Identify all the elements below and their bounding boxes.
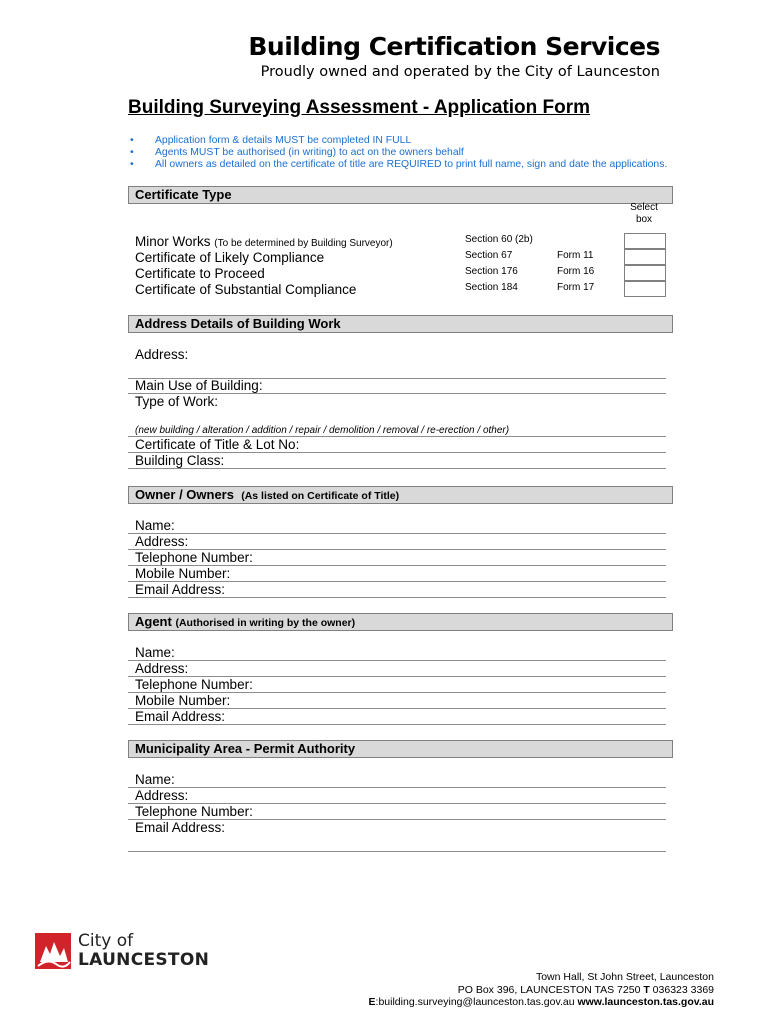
footer-address-line1: Town Hall, St John Street, Launceston xyxy=(535,971,714,983)
instruction-item: • Agents MUST be authorised (in writing) to act on the owners behalf xyxy=(130,147,464,158)
instruction-list xyxy=(130,135,667,171)
building-class-input-line[interactable] xyxy=(128,468,666,469)
municipality-email-input-line[interactable] xyxy=(128,851,666,852)
type-of-work-note: (new building / alteration / addition / repair / demolition / removal / re-erection / other) xyxy=(135,425,510,436)
cert-section: Section 176 xyxy=(465,266,518,277)
cert-section: Section 67 xyxy=(465,250,513,261)
bullet-icon: • xyxy=(130,159,134,170)
bullet-icon: • xyxy=(130,147,134,158)
org-title: Building Certification Services xyxy=(248,32,660,61)
owner-name-label: Name: xyxy=(135,518,175,533)
logo-text-line1: City of xyxy=(78,931,134,951)
owner-email-input-line[interactable] xyxy=(128,597,666,598)
cert-section: Section 184 xyxy=(465,282,518,293)
municipality-name-input-line[interactable] xyxy=(128,787,666,788)
cert-substantial-compliance-label: Certificate of Substantial Compliance xyxy=(135,282,357,297)
cert-form: Form 17 xyxy=(557,282,595,293)
address-label: Address: xyxy=(135,347,189,362)
agent-heading: Agent (Authorised in writing by the owner) xyxy=(128,613,673,631)
footer-address-line2: PO Box 396, LAUNCESTON TAS 7250 T 036323 3369 xyxy=(457,983,714,996)
municipality-name-label: Name: xyxy=(135,772,175,787)
footer-address xyxy=(369,971,714,1009)
owner-name-input-line[interactable] xyxy=(128,533,666,534)
agent-email-label: Email Address: xyxy=(135,709,226,724)
cert-form: Form 11 xyxy=(557,250,594,261)
agent-email-input-line[interactable] xyxy=(128,724,666,725)
municipality-email-label: Email Address: xyxy=(135,820,226,835)
title-lot-label: Certificate of Title & Lot No: xyxy=(135,437,300,452)
cert-minor-works-label: Minor Works (To be determined by Building Surveyor) xyxy=(135,234,393,249)
form-title: Building Surveying Assessment - Application Form xyxy=(128,97,591,118)
type-of-work-label: Type of Work: xyxy=(135,394,219,409)
select-checkbox-to-proceed[interactable] xyxy=(624,265,666,281)
logo-text-line2: LAUNCESTON xyxy=(78,950,210,970)
owner-mobile-label: Mobile Number: xyxy=(135,566,231,581)
logo-mark-icon xyxy=(34,932,74,970)
instruction-item: • All owners as detailed on the certificate of title are REQUIRED to print full name, sign and date the applications. xyxy=(130,159,668,170)
owners-heading: Owner / Owners (As listed on Certificate of Title) xyxy=(128,486,673,504)
select-checkbox-substantial-compliance[interactable] xyxy=(624,281,666,297)
agent-telephone-label: Telephone Number: xyxy=(135,677,253,692)
footer-contact-line: E:building.surveying@launceston.tas.gov.au www.launceston.tas.gov.au xyxy=(368,996,714,1008)
instruction-item: • Application form & details MUST be completed IN FULL xyxy=(130,135,412,146)
select-box-header: Select box xyxy=(630,202,658,225)
building-class-label: Building Class: xyxy=(135,453,225,468)
cert-section: Section 60 (2b) xyxy=(465,234,533,245)
agent-name-input-line[interactable] xyxy=(128,660,666,661)
select-checkbox-minor-works[interactable] xyxy=(624,233,666,249)
agent-name-label: Name: xyxy=(135,645,175,660)
owner-address-label: Address: xyxy=(135,534,189,549)
cert-to-proceed-label: Certificate to Proceed xyxy=(135,266,265,281)
org-subtitle: Proudly owned and operated by the City of Launceston xyxy=(260,64,660,80)
footer-website-link[interactable]: www.launceston.tas.gov.au xyxy=(577,996,714,1008)
municipality-address-label: Address: xyxy=(135,788,189,803)
cert-likely-compliance-label: Certificate of Likely Compliance xyxy=(135,250,325,265)
bullet-icon: • xyxy=(130,135,134,146)
owner-email-label: Email Address: xyxy=(135,582,226,597)
footer-email-link[interactable]: :building.surveying@launceston.tas.gov.au xyxy=(375,996,578,1008)
cert-form: Form 16 xyxy=(557,266,595,277)
address-details-heading: Address Details of Building Work xyxy=(128,315,673,333)
footer-phone: 036323 3369 xyxy=(649,983,714,996)
agent-mobile-label: Mobile Number: xyxy=(135,693,231,708)
certificate-type-heading: Certificate Type xyxy=(128,186,673,204)
main-use-label: Main Use of Building: xyxy=(135,378,263,393)
municipality-telephone-label: Telephone Number: xyxy=(135,804,253,819)
city-of-launceston-logo xyxy=(34,932,214,972)
municipality-heading: Municipality Area - Permit Authority xyxy=(128,740,673,758)
agent-address-label: Address: xyxy=(135,661,189,676)
select-checkbox-likely-compliance[interactable] xyxy=(624,249,666,265)
owner-telephone-label: Telephone Number: xyxy=(135,550,253,565)
